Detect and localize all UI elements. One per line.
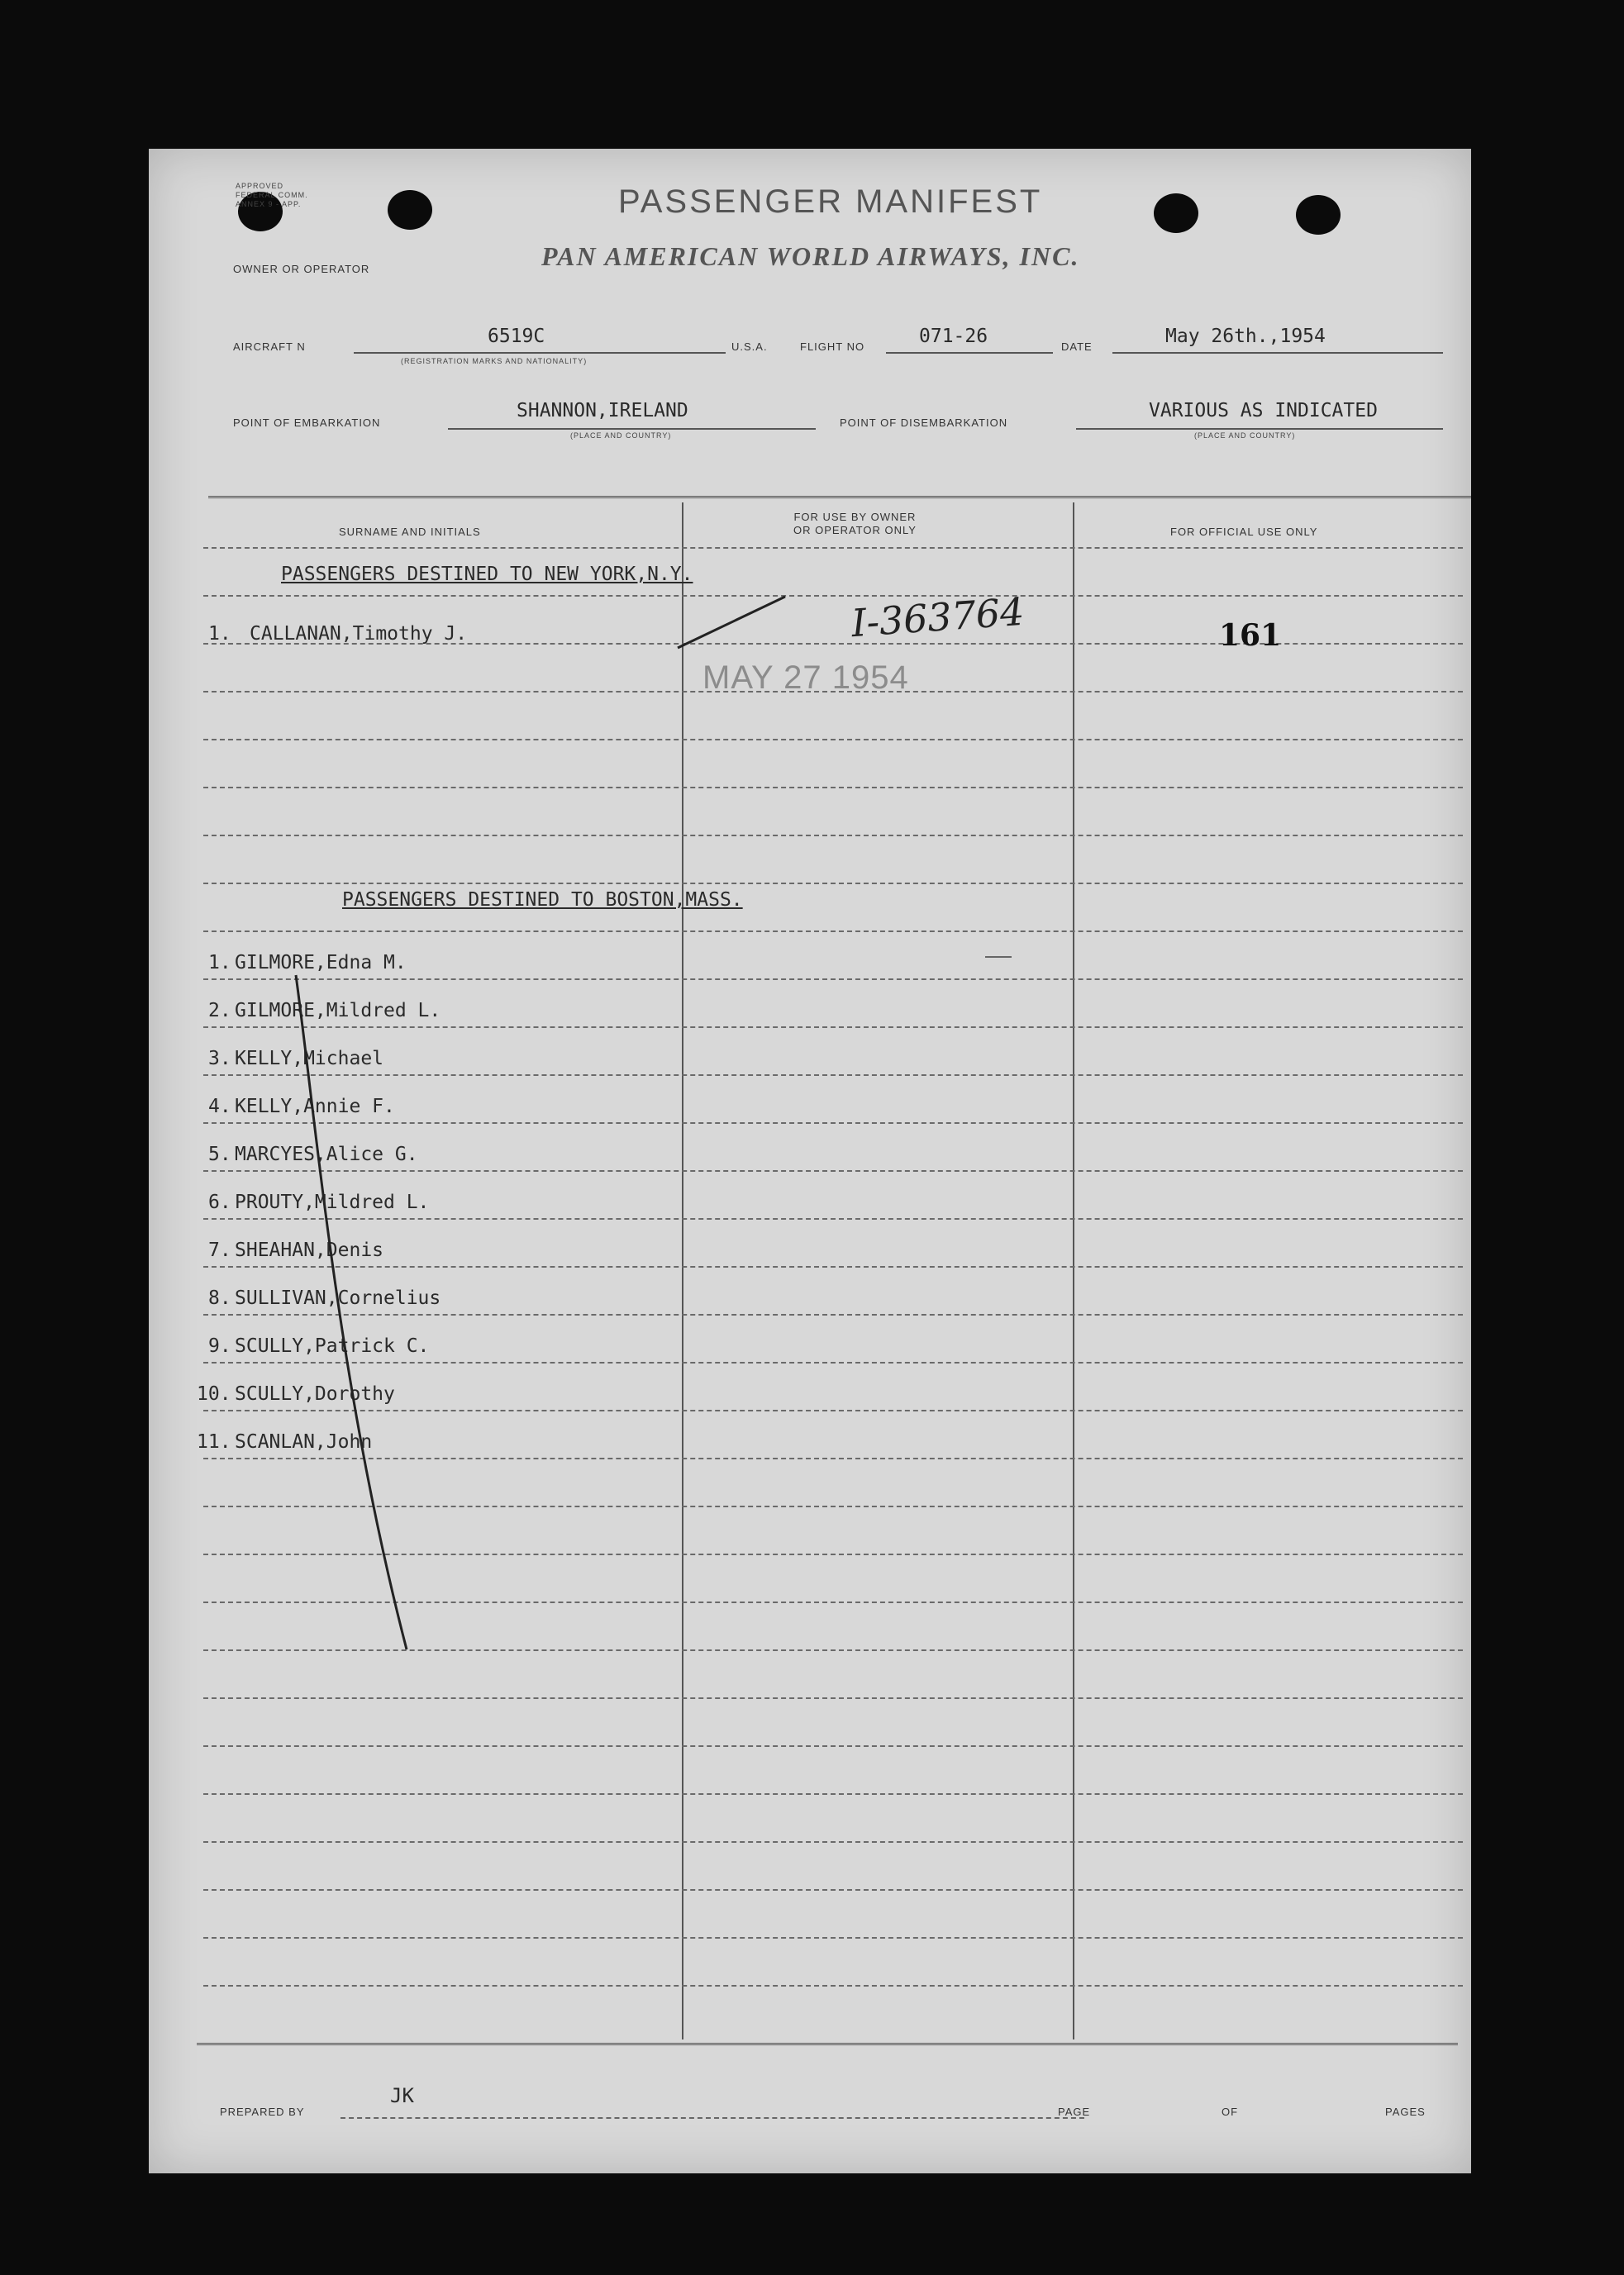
passenger-name: CALLANAN,Timothy J. — [250, 623, 468, 645]
passenger-name: SCULLY,Patrick C. — [235, 1335, 430, 1357]
passenger-name: SCANLAN,John — [235, 1431, 373, 1453]
usa-label: U.S.A. — [731, 340, 768, 353]
passenger-number: 6. — [208, 1192, 231, 1213]
passenger-number: 11. — [197, 1431, 231, 1453]
aircraft-label: AIRCRAFT N — [233, 340, 306, 353]
passenger-number: 5. — [208, 1144, 231, 1165]
embark-label: POINT OF EMBARKATION — [233, 416, 381, 429]
flight-value: 071-26 — [919, 326, 988, 347]
prepared-value: JK — [390, 2084, 414, 2107]
passenger-name: PROUTY,Mildred L. — [235, 1192, 430, 1213]
date-label: DATE — [1061, 340, 1093, 353]
handwritten-marks — [149, 149, 1471, 2173]
passenger-number: 1. — [208, 952, 231, 973]
flight-label: FLIGHT NO — [800, 340, 865, 353]
aircraft-value: 6519C — [488, 326, 545, 347]
file-number: I-363764 — [850, 588, 1026, 646]
received-date-stamp: MAY 27 1954 — [702, 659, 909, 696]
carrier-name: PAN AMERICAN WORLD AIRWAYS, INC. — [541, 241, 1080, 271]
passenger-name: MARCYES,Alice G. — [235, 1144, 418, 1165]
passenger-name: SULLIVAN,Cornelius — [235, 1287, 441, 1309]
passenger-number: 2. — [208, 1000, 231, 1021]
passenger-name: KELLY,Michael — [235, 1048, 384, 1069]
page-label: PAGE — [1058, 2106, 1091, 2118]
passenger-name: SHEAHAN,Denis — [235, 1240, 384, 1261]
table-bottom-rule — [197, 2043, 1458, 2045]
passenger-name: GILMORE,Edna M. — [235, 952, 407, 973]
passenger-name: SCULLY,Dorothy — [235, 1383, 395, 1405]
embark-value: SHANNON,IRELAND — [517, 400, 688, 421]
column-header-owner: FOR USE BY OWNER OR OPERATOR ONLY — [793, 511, 917, 536]
passenger-number: 1. — [208, 623, 231, 645]
prepared-label: PREPARED BY — [220, 2106, 305, 2118]
passenger-number: 10. — [197, 1383, 231, 1405]
manifest-sheet — [149, 149, 1471, 2173]
passenger-number: 7. — [208, 1240, 231, 1261]
approved-note: APPROVED FEDERAL COMM. ANNEX 9 - APP. — [236, 182, 308, 208]
column-header-official: FOR OFFICIAL USE ONLY — [1170, 526, 1318, 538]
passenger-number: 8. — [208, 1287, 231, 1309]
passenger-name: GILMORE,Mildred L. — [235, 1000, 441, 1021]
date-value: May 26th.,1954 — [1165, 326, 1326, 347]
disembark-value: VARIOUS AS INDICATED — [1149, 400, 1378, 421]
group-heading-boston: PASSENGERS DESTINED TO BOSTON,MASS. — [342, 889, 743, 911]
passenger-number: 4. — [208, 1096, 231, 1117]
of-label: OF — [1222, 2106, 1239, 2118]
column-header-surname: SURNAME AND INITIALS — [339, 526, 481, 538]
pages-label: PAGES — [1385, 2106, 1426, 2118]
embark-caption: (PLACE AND COUNTRY) — [570, 431, 672, 440]
passenger-name: KELLY,Annie F. — [235, 1096, 395, 1117]
passenger-number: 9. — [208, 1335, 231, 1357]
group-heading-new-york: PASSENGERS DESTINED TO NEW YORK,N.Y. — [281, 564, 693, 585]
page-title: PASSENGER MANIFEST — [618, 183, 1043, 220]
official-number: 161 — [1219, 618, 1282, 653]
aircraft-caption: (REGISTRATION MARKS AND NATIONALITY) — [401, 357, 588, 365]
disembark-caption: (PLACE AND COUNTRY) — [1194, 431, 1296, 440]
owner-label: OWNER OR OPERATOR — [233, 263, 370, 275]
disembark-label: POINT OF DISEMBARKATION — [840, 416, 1008, 429]
prepared-line — [341, 2117, 1084, 2119]
passenger-number: 3. — [208, 1048, 231, 1069]
